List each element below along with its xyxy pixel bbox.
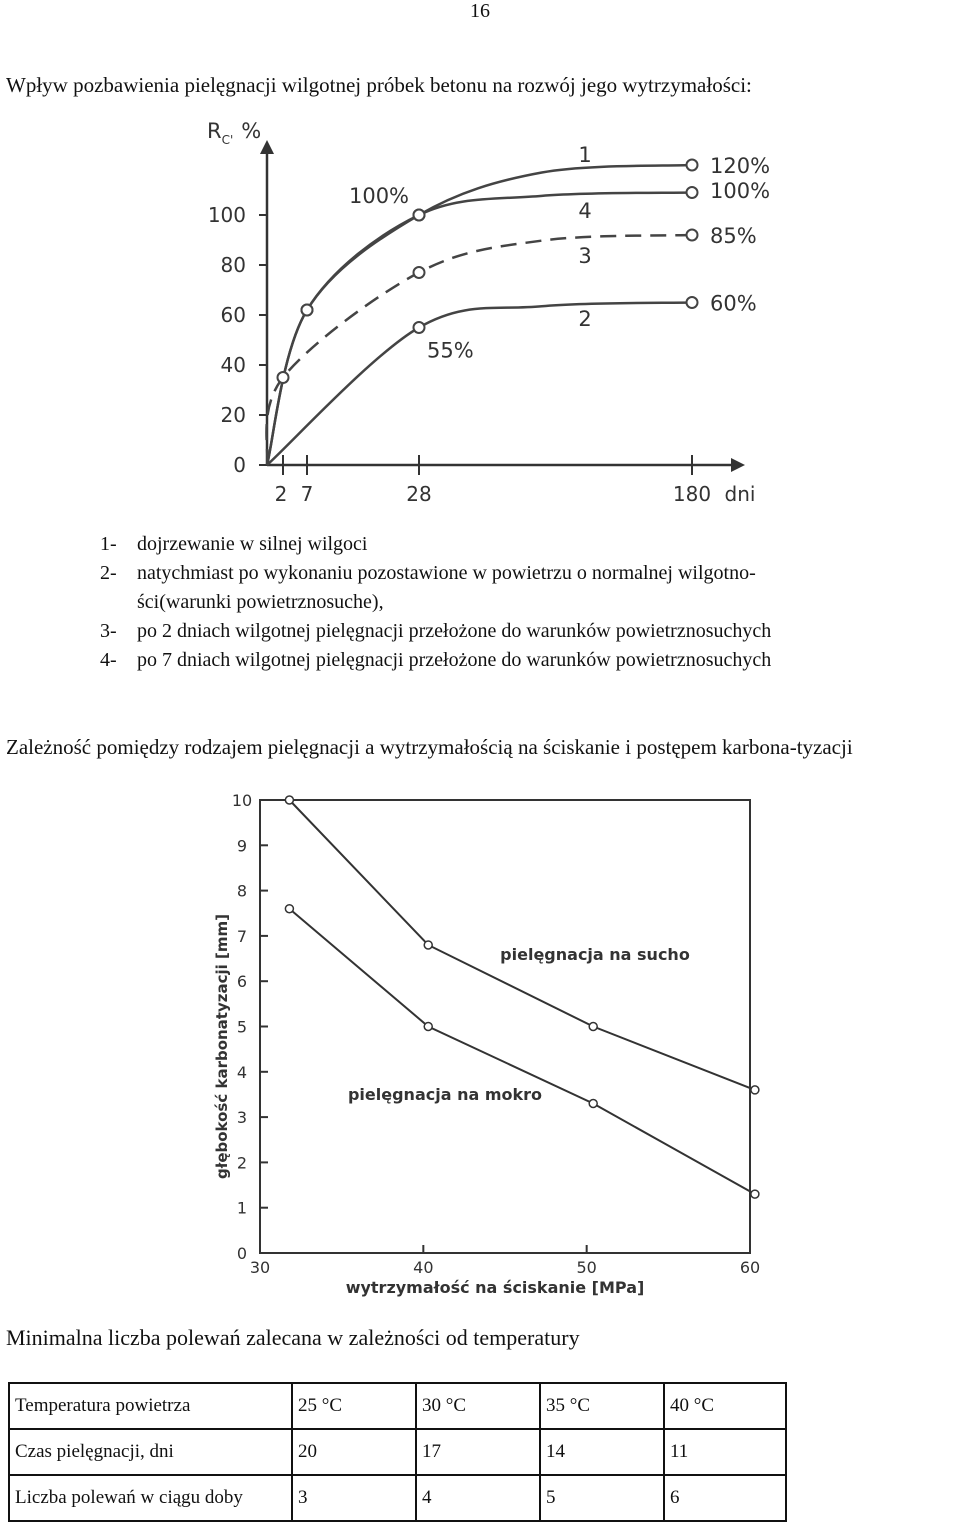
y-tick-label: 40 xyxy=(220,353,246,377)
series-label: pielęgnacja na sucho xyxy=(500,945,690,964)
legend-text: ści(warunki powietrznosuche), xyxy=(137,591,384,613)
table-cell: 35 °C xyxy=(540,1383,664,1429)
series-line-2 xyxy=(267,303,692,466)
x-tick-label: 28 xyxy=(406,482,432,506)
series-line-1 xyxy=(267,165,692,465)
legend-number: 2- xyxy=(100,562,117,584)
legend-text: po 2 dniach wilgotnej pielęgnacji przełożone do warunków powietrznosuchych xyxy=(137,620,772,642)
data-point xyxy=(414,210,425,221)
value-annotation: 100% xyxy=(710,179,771,203)
y-tick-label: 4 xyxy=(236,1062,248,1082)
watering-table xyxy=(8,1382,787,1522)
data-point xyxy=(589,1023,597,1031)
table-cell: 3 xyxy=(292,1475,416,1521)
legend-number: 4- xyxy=(100,649,117,671)
y-tick-label: 7 xyxy=(236,926,248,946)
data-point xyxy=(424,941,432,949)
x-axis-label: wytrzymałość na ściskanie [MPa] xyxy=(345,1278,645,1297)
data-point xyxy=(278,372,289,383)
x-tick-label: 30 xyxy=(249,1258,271,1277)
x-axis-arrow xyxy=(731,458,745,472)
table-cell: 4 xyxy=(416,1475,540,1521)
data-point xyxy=(687,230,698,241)
y-tick-label: 9 xyxy=(236,836,248,856)
x-tick-label: 50 xyxy=(576,1258,597,1277)
data-point xyxy=(687,297,698,308)
data-point xyxy=(414,322,425,333)
series-label: pielęgnacja na mokro xyxy=(347,1085,543,1104)
value-annotation: 55% xyxy=(427,338,474,363)
legend-row xyxy=(100,559,950,588)
x-tick-label: 2 xyxy=(274,482,288,506)
table-cell: 30 °C xyxy=(416,1383,540,1429)
x-axis-label: dni xyxy=(724,482,756,506)
data-point xyxy=(687,160,698,171)
y-tick-label: 1 xyxy=(236,1198,248,1218)
plot-frame xyxy=(260,800,750,1253)
section-title-carbonation: Zależność pomiędzy rodzajem pielęgnacji a wytrzymałością na ściskanie i postępem karbona-tyzacji xyxy=(6,735,853,759)
table-row xyxy=(9,1429,786,1475)
value-annotation: 85% xyxy=(710,224,757,248)
series-label: 4 xyxy=(578,199,592,223)
data-point xyxy=(687,187,698,198)
data-point xyxy=(302,305,313,316)
y-tick-label: 3 xyxy=(236,1108,248,1128)
data-point xyxy=(285,905,293,913)
x-tick-label: 180 xyxy=(672,482,712,506)
carbonation-chart xyxy=(195,790,765,1300)
legend-text: dojrzewanie w silnej wilgoci xyxy=(137,533,368,555)
legend-row xyxy=(100,588,950,617)
legend-number xyxy=(100,588,137,617)
table-cell: 40 °C xyxy=(664,1383,786,1429)
y-tick-label: 100 xyxy=(207,203,246,227)
y-tick-label: 20 xyxy=(220,403,246,427)
y-tick-label: 8 xyxy=(236,881,248,901)
y-tick-label: 10 xyxy=(231,791,253,810)
y-axis-label: $R_{C'}$ % xyxy=(207,119,262,147)
table-cell: 5 xyxy=(540,1475,664,1521)
table-cell: 6 xyxy=(664,1475,786,1521)
y-tick-label: 5 xyxy=(236,1017,248,1037)
table-row xyxy=(9,1475,786,1521)
x-tick-label: 7 xyxy=(300,482,314,506)
table-row xyxy=(9,1383,786,1429)
value-annotation: 120% xyxy=(710,154,771,178)
data-point xyxy=(751,1190,759,1198)
data-point xyxy=(589,1100,597,1108)
table-cell: 20 xyxy=(292,1429,416,1475)
curve-legend xyxy=(100,530,950,675)
table-cell: Czas pielęgnacji, dni xyxy=(9,1429,292,1475)
legend-number: 3- xyxy=(100,620,117,642)
page-number: 16 xyxy=(470,0,490,22)
series-label: 3 xyxy=(578,244,592,268)
series-line-3 xyxy=(266,235,692,465)
legend-row xyxy=(100,530,950,559)
series-label: 1 xyxy=(578,143,592,167)
data-point xyxy=(424,1023,432,1031)
value-annotation: 100% xyxy=(348,184,410,208)
legend-row xyxy=(100,617,950,646)
legend-number: 1- xyxy=(100,533,117,555)
series-label: 2 xyxy=(578,307,592,331)
section-title-strength: Wpływ pozbawienia pielęgnacji wilgotnej próbek betonu na rozwój jego wytrzymałości: xyxy=(6,73,752,97)
table-cell: Liczba polewań w ciągu doby xyxy=(9,1475,292,1521)
value-annotation: 60% xyxy=(710,291,757,316)
table-cell: 14 xyxy=(540,1429,664,1475)
y-tick-label: 2 xyxy=(236,1153,248,1173)
data-point xyxy=(414,267,425,278)
y-tick-label: 0 xyxy=(233,453,246,477)
section-title-watering: Minimalna liczba polewań zalecana w zależności od temperatury xyxy=(6,1325,580,1350)
y-tick-label: 0 xyxy=(236,1244,248,1263)
legend-text: natychmiast po wykonaniu pozostawione w powietrzu o normalnej wilgotno- xyxy=(137,562,756,584)
y-tick-label: 6 xyxy=(236,972,248,992)
y-tick-label: 60 xyxy=(220,303,246,327)
table-cell: 25 °C xyxy=(292,1383,416,1429)
table-cell: Temperatura powietrza xyxy=(9,1383,292,1429)
series-line-4 xyxy=(267,193,692,466)
data-point xyxy=(751,1086,759,1094)
legend-text: po 7 dniach wilgotnej pielęgnacji przełożone do warunków powietrznosuchych xyxy=(137,649,772,671)
strength-development-chart xyxy=(180,110,780,510)
table-cell: 11 xyxy=(664,1429,786,1475)
x-tick-label: 60 xyxy=(739,1258,761,1277)
data-point xyxy=(285,796,293,804)
x-tick-label: 40 xyxy=(413,1258,434,1277)
table-cell: 17 xyxy=(416,1429,540,1475)
y-axis-arrow xyxy=(260,140,274,154)
y-axis-label: głębokość karbonatyzacji [mm] xyxy=(213,914,231,1179)
y-tick-label: 80 xyxy=(220,253,246,277)
legend-row xyxy=(100,646,950,675)
